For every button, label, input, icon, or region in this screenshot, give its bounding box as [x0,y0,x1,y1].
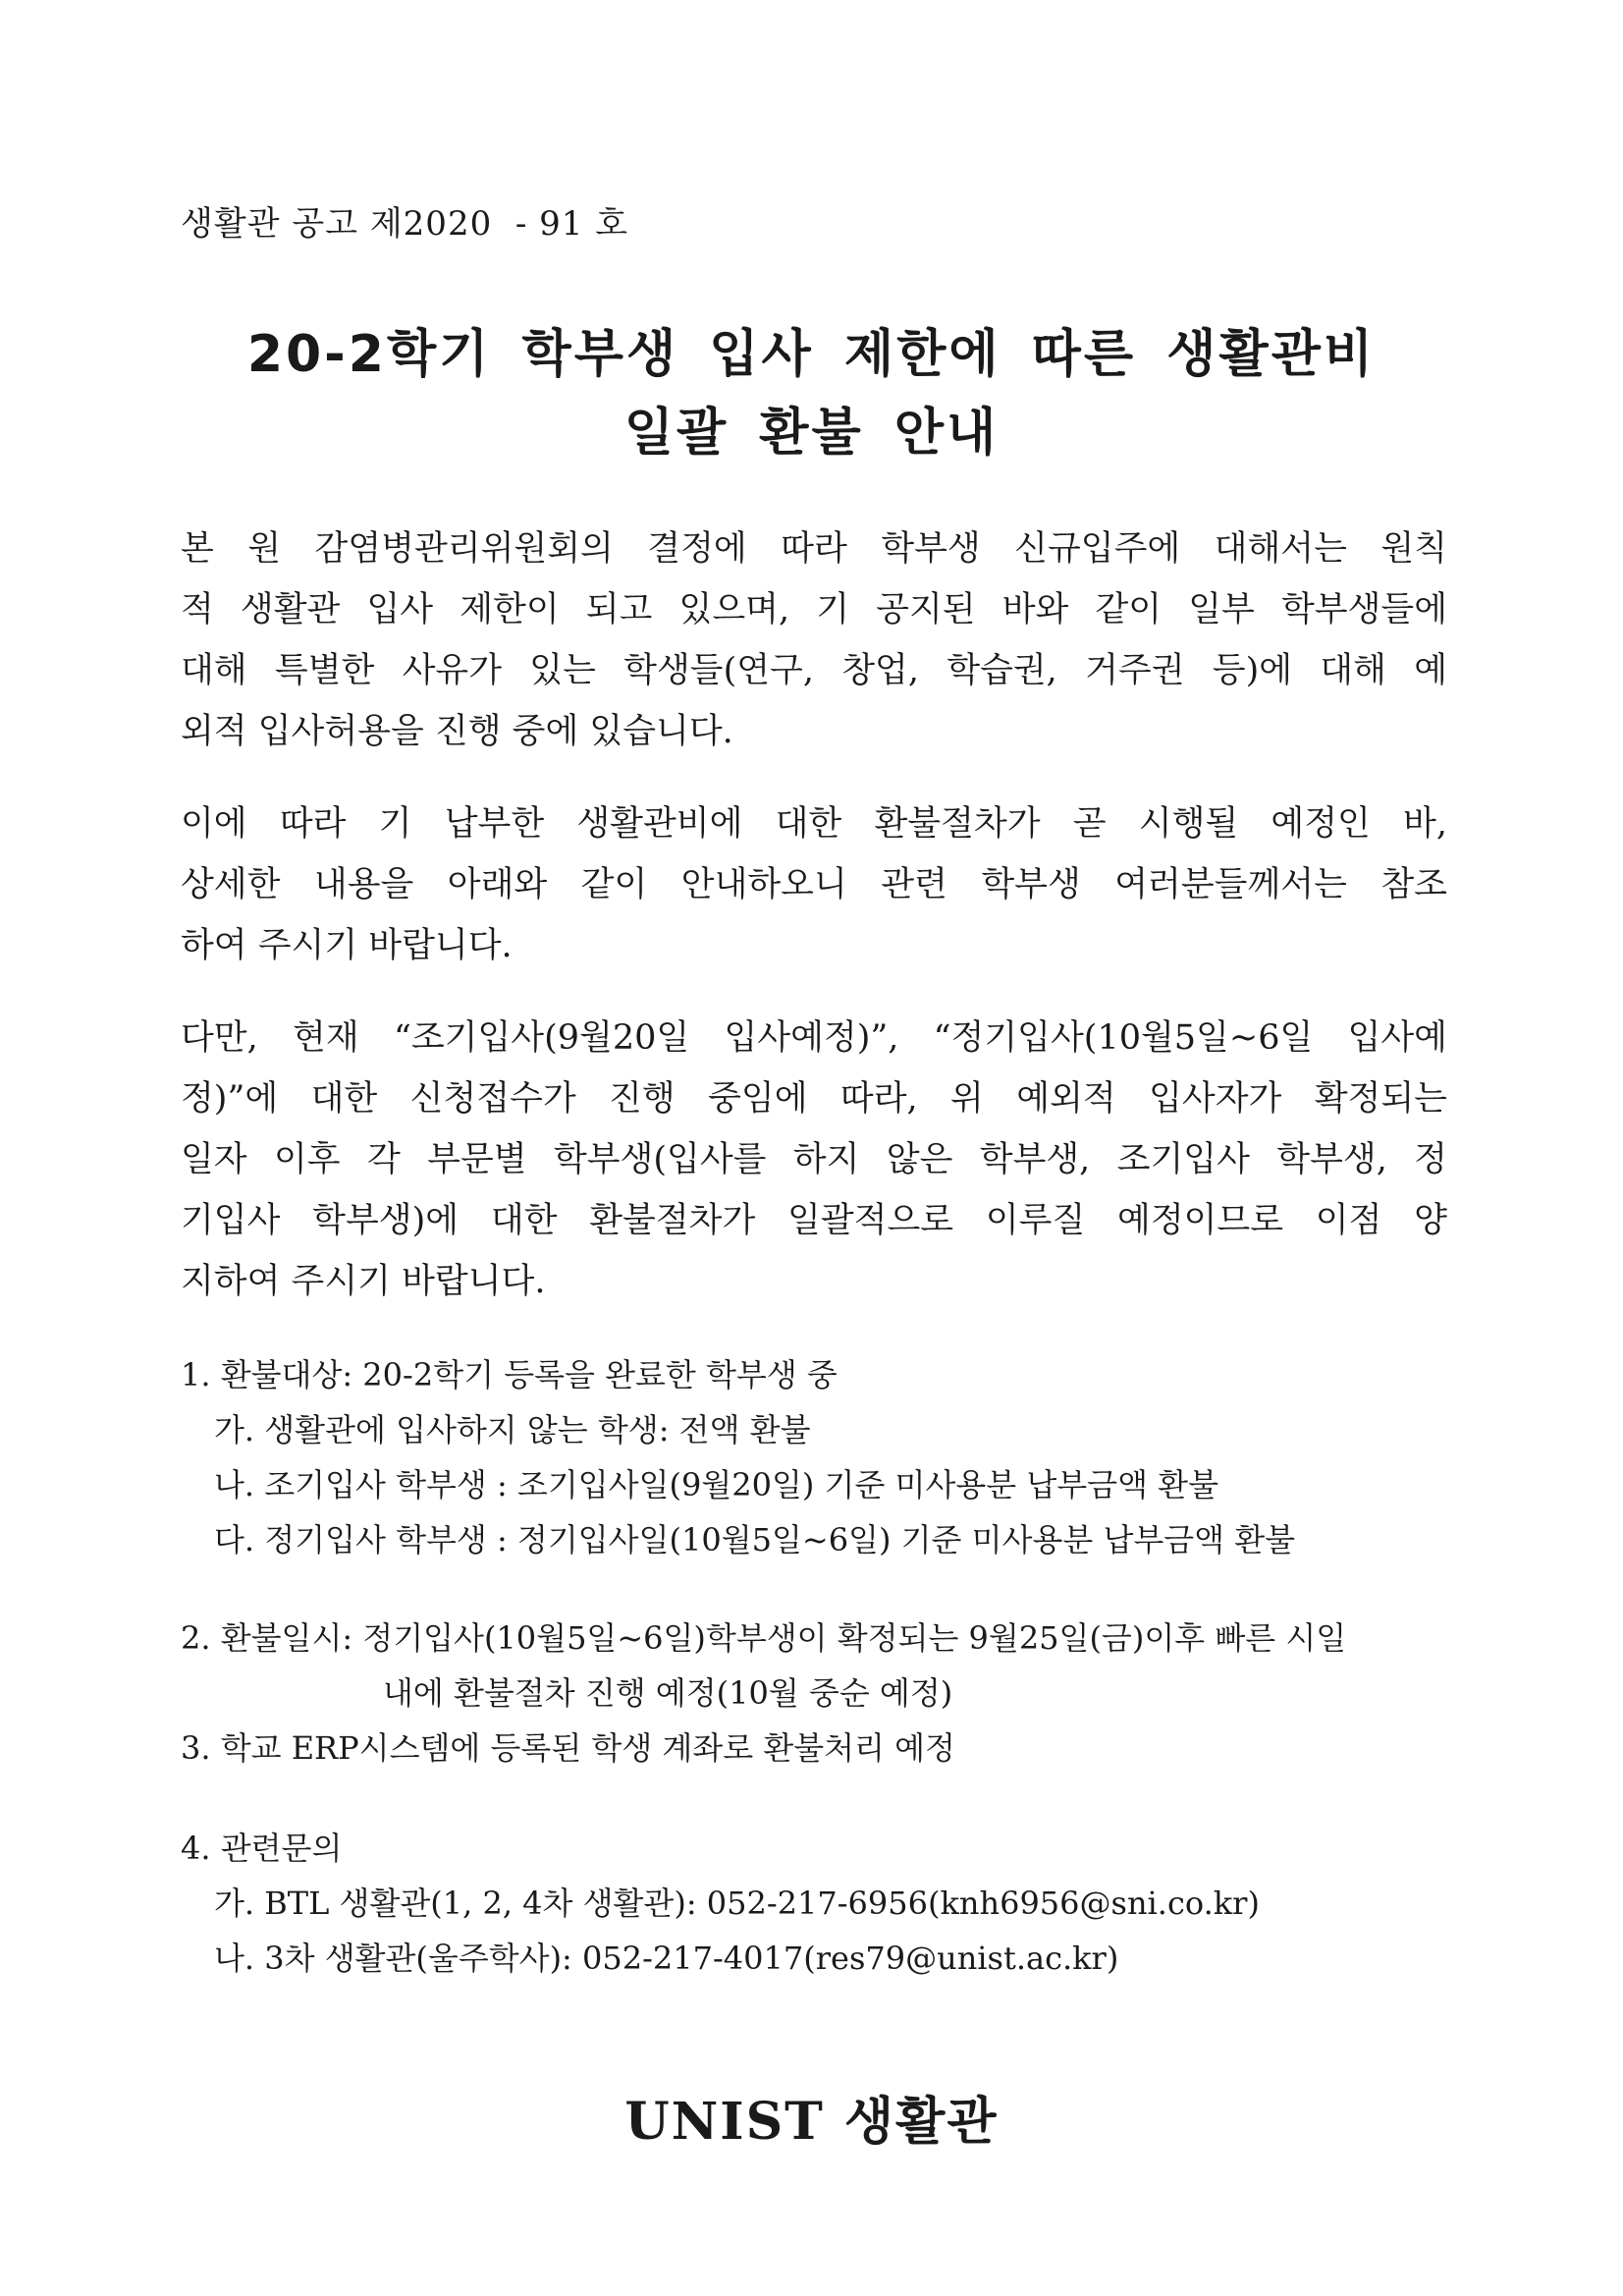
paragraph-3 [181,1008,1447,1312]
paragraph-line: 정)”에 대한 신청접수가 진행 중임에 따라, 위 예외적 입사자가 확정되는 [181,1079,1447,1119]
paragraph-line: 이에 따라 기 납부한 생활관비에 대한 환불절차가 곧 시행될 예정인 바, [181,804,1447,844]
notice-number: 생활관 공고 제2020 - 91 호 [181,204,629,244]
paragraph-line: 외적 입사허용을 진행 중에 있습니다. [181,712,733,751]
item-inquiries: 4. 관련문의 [181,1830,343,1867]
notice-title-line-2: 일괄 환불 안내 [623,404,1000,463]
issuer-signature: UNIST 생활관 [624,2092,999,2152]
paragraph-line: 대해 특별한 사유가 있는 학생들(연구, 창업, 학습권, 거주권 등)에 대해 예 [181,651,1447,690]
item-refund-date: 2. 환불일시: 정기입사(10월5일~6일)학부생이 확정되는 9월25일(금)이후 빠른 시일 [181,1619,1347,1657]
item-inquiries-3rd: 나. 3차 생활관(울주학사): 052-217-4017(res79@unist.ac.kr) [214,1940,1119,1977]
paragraph-line: 일자 이후 각 부문별 학부생(입사를 하지 않은 학부생, 조기입사 학부생, 정 [181,1140,1447,1179]
paragraph-1 [181,519,1447,762]
notice-title-line-1: 20-2학기 학부생 입사 제한에 따른 생활관비 [246,325,1377,384]
paragraph-2 [181,793,1447,976]
item-refund-account: 3. 학교 ERP시스템에 등록된 학생 계좌로 환불처리 예정 [181,1729,955,1767]
item-refund-target-a: 가. 생활관에 입사하지 않는 학생: 전액 환불 [214,1411,811,1449]
paragraph-line: 다만, 현재 “조기입사(9월20일 입사예정)”, “정기입사(10월5일~6일 입사예 [181,1018,1447,1058]
paragraph-line: 하여 주시기 바랍니다. [181,926,513,965]
item-inquiries-btl: 가. BTL 생활관(1, 2, 4차 생활관): 052-217-6956(knh6956@sni.co.kr) [214,1885,1260,1922]
paragraph-line: 상세한 내용을 아래와 같이 안내하오니 관련 학부생 여러분들께서는 참조 [181,865,1447,904]
paragraph-line: 기입사 학부생)에 대한 환불절차가 일괄적으로 이루질 예정이므로 이점 양 [181,1201,1447,1240]
paragraph-line: 적 생활관 입사 제한이 되고 있으며, 기 공지된 바와 같이 일부 학부생들에 [181,590,1447,629]
item-refund-target-c: 다. 정기입사 학부생 : 정기입사일(10월5일~6일) 기준 미사용분 납부금액 환불 [214,1521,1296,1558]
item-refund-date-continued: 내에 환불절차 진행 예정(10월 중순 예정) [383,1674,953,1712]
item-refund-target-b: 나. 조기입사 학부생 : 조기입사일(9월20일) 기준 미사용분 납부금액 환불 [214,1466,1219,1503]
paragraph-line: 본 원 감염병관리위원회의 결정에 따라 학부생 신규입주에 대해서는 원칙 [181,529,1447,569]
item-refund-target: 1. 환불대상: 20-2학기 등록을 완료한 학부생 중 [181,1356,838,1394]
paragraph-line: 지하여 주시기 바랍니다. [181,1262,546,1301]
